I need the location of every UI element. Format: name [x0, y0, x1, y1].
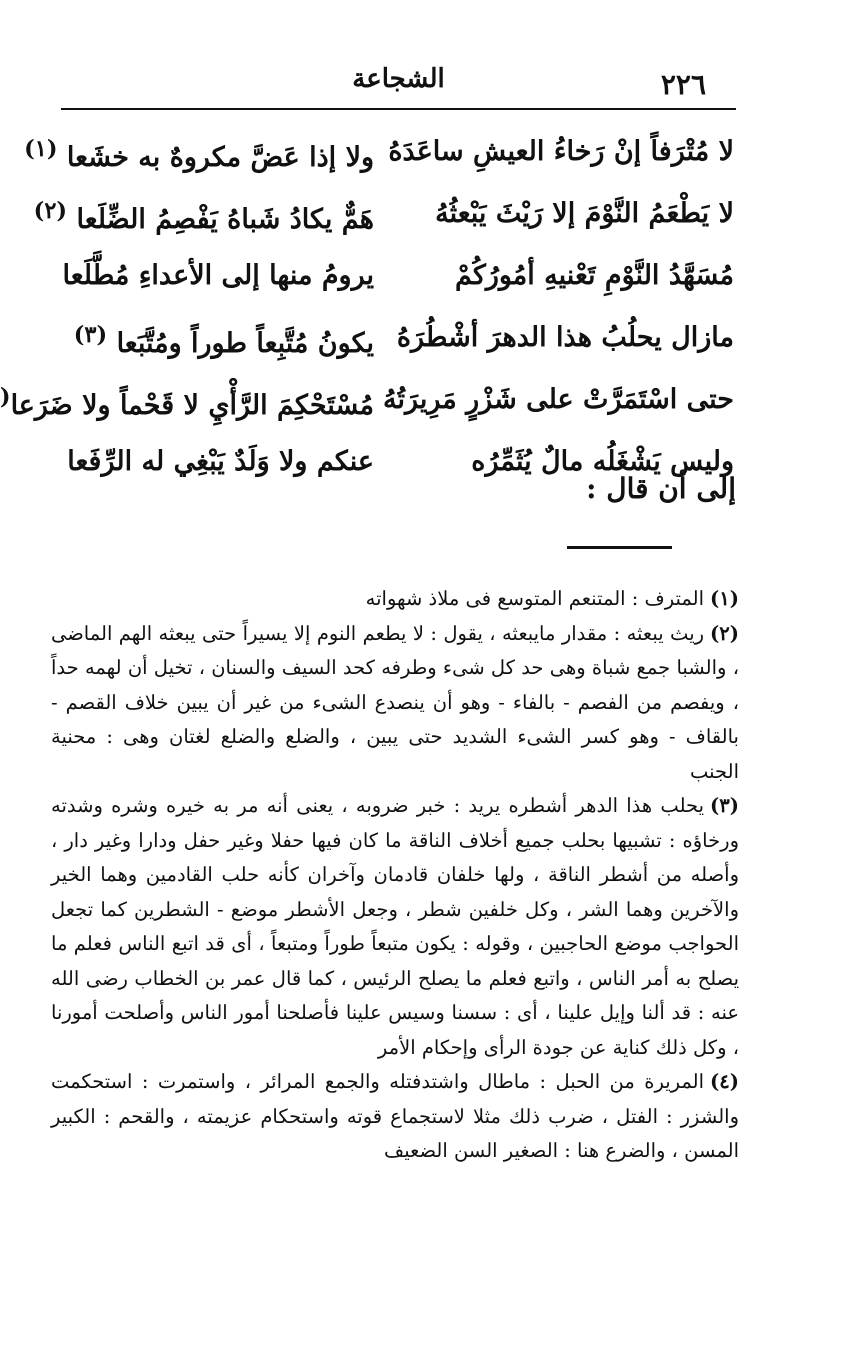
verse-first-hemistich: مازال يحلُبُ هذا الدهرَ أشْطُرَهُ [397, 322, 735, 353]
footnote-number: (٤) [711, 1070, 740, 1093]
hemistich-text: مُسْتَحْكِمَ الرَّأْيِ لا قَحْماً ولا ضَرَعا [11, 390, 375, 421]
footnote-number: (٣) [711, 794, 740, 817]
hemistich-text: يكونُ مُتَّبِعاً طوراً ومُتَّبَعا [117, 328, 375, 359]
hemistich-text: ولا إذا عَضَّ مكروهٌ به خشَعا [67, 142, 375, 173]
hemistich-text: عنكم ولا وَلَدٌ يَبْغِي له الرِّفَعا [68, 446, 375, 477]
verse-first-hemistich: لا يَطْعَمُ النَّوْمَ إلا رَيْثَ يَبْعثُهُ [436, 198, 735, 229]
footnote-text: المترف : المتنعم المتوسع فى ملاذ شهواته [366, 587, 706, 610]
footnote-number: (١) [711, 587, 740, 610]
hemistich-text: يرومُ منها إلى الأعداءِ مُطَّلَعا [63, 260, 375, 291]
verse-first-hemistich: مُسَهَّدُ النَّوْمِ تَعْنيهِ أمُورُكُمْ [456, 260, 735, 291]
footnote-marker: ( [0, 384, 12, 410]
footnote [52, 582, 740, 617]
verse [55, 252, 735, 314]
footnote [52, 1065, 740, 1169]
verse [55, 314, 735, 376]
verse-second-hemistich [25, 136, 375, 173]
verse-second-hemistich [34, 198, 375, 235]
footnote-marker: (٢) [34, 198, 69, 224]
verse-second-hemistich [55, 260, 375, 291]
footnote [52, 789, 740, 1065]
footnote-marker: (٣) [74, 322, 109, 348]
verse-second-hemistich [55, 322, 375, 359]
footnote-marker: (١) [25, 136, 59, 162]
verse [34, 190, 735, 252]
poem [0, 128, 735, 500]
header-rule [62, 108, 737, 110]
verse-second-hemistich [0, 384, 375, 421]
transition-phrase: إلى أن قال : [587, 472, 737, 505]
verse-first-hemistich: وليس يَشْغَلُه مالٌ يُثَمِّرُه [472, 446, 735, 477]
page-number: ٢٢٦ [661, 68, 707, 101]
footnote-number: (٢) [711, 621, 740, 645]
verse-second-hemistich [55, 446, 375, 477]
footnotes [52, 582, 740, 1169]
hemistich-text: هَمٌّ يكادُ شَباهُ يَفْصِمُ الضِّلَعا [77, 204, 375, 235]
verse-first-hemistich: حتى اسْتَمَرَّتْ على شَزْرٍ مَرِيرَتُهُ [383, 384, 735, 415]
running-title: الشجاعة [353, 64, 446, 94]
verse [25, 128, 735, 190]
page-header [62, 62, 737, 106]
footnote-text: يحلب هذا الدهر أشطره يريد : خبر ضروبه ، يعنى أنه مر به خيره وشره وشدته ورخاؤه : تشبيها بحلب جميع أخلاف الناقة ما كان فيها حفلا وغير حفل ودارا وغير دار ، وأصله من أشطر الناقة ، ولها خلفان قادمان وآخران كأنه حلب القادمين وهما الخير والآخرين وهما الشر ، وكل خلفين شطر ، وجعل الأشطر موضع - الشطرين كما تجعل الحواجب موضع الحاجبين ، وقوله : يكون متبعاً طوراً ومتبعاً ، أى قد اتبع الناس فعلم ما يصلح به أمر الناس ، واتبع فعلم ما يصلح الرئيس ، كما قال عمر بن الخطاب رضى الله عنه : قد ألنا وإيل علينا ، أى : سسنا وسيس علينا فأصلحنا أمور الناس وأصلحت أمورنا ، وكل ذلك كناية عن جودة الرأى وإحكام الأمر [52, 794, 740, 1059]
footnote [52, 617, 740, 790]
footnote-text: المريرة من الحبل : ماطال واشتدفتله والجمع المرائر ، واستمرت : استحكمت والشزر : الفتل ، ضرب ذلك مثلا لاستجماع قوته واستحكام عزيمته ، والقحم : الكبير المسن ، والضرع هنا : الصغير السن الضعيف [52, 1070, 740, 1162]
verse-first-hemistich: لا مُتْرَفاً إنْ رَخاءُ العيشِ ساعَدَهُ [389, 136, 735, 167]
verse [0, 376, 735, 438]
footnote-text: ريث يبعثه : مقدار مايبعثه ، يقول : لا يطعم النوم إلا يسيراً حتى يبعثه الهم الماضى ، والشبا جمع شباة وهى حد كل شىء وطرفه كحد السيف والسنان ، تخيل أن لهمه حداً ، ويفصم من الفصم - بالفاء - وهو أن ينصدع الشىء من غير أن يبين خلاف القصم - بالقاف - وهو كسر الشىء الشديد حتى يبين ، والضلع والضلع لغتان وهى : محنية الجنب [52, 621, 740, 783]
footnote-separator [568, 546, 673, 549]
